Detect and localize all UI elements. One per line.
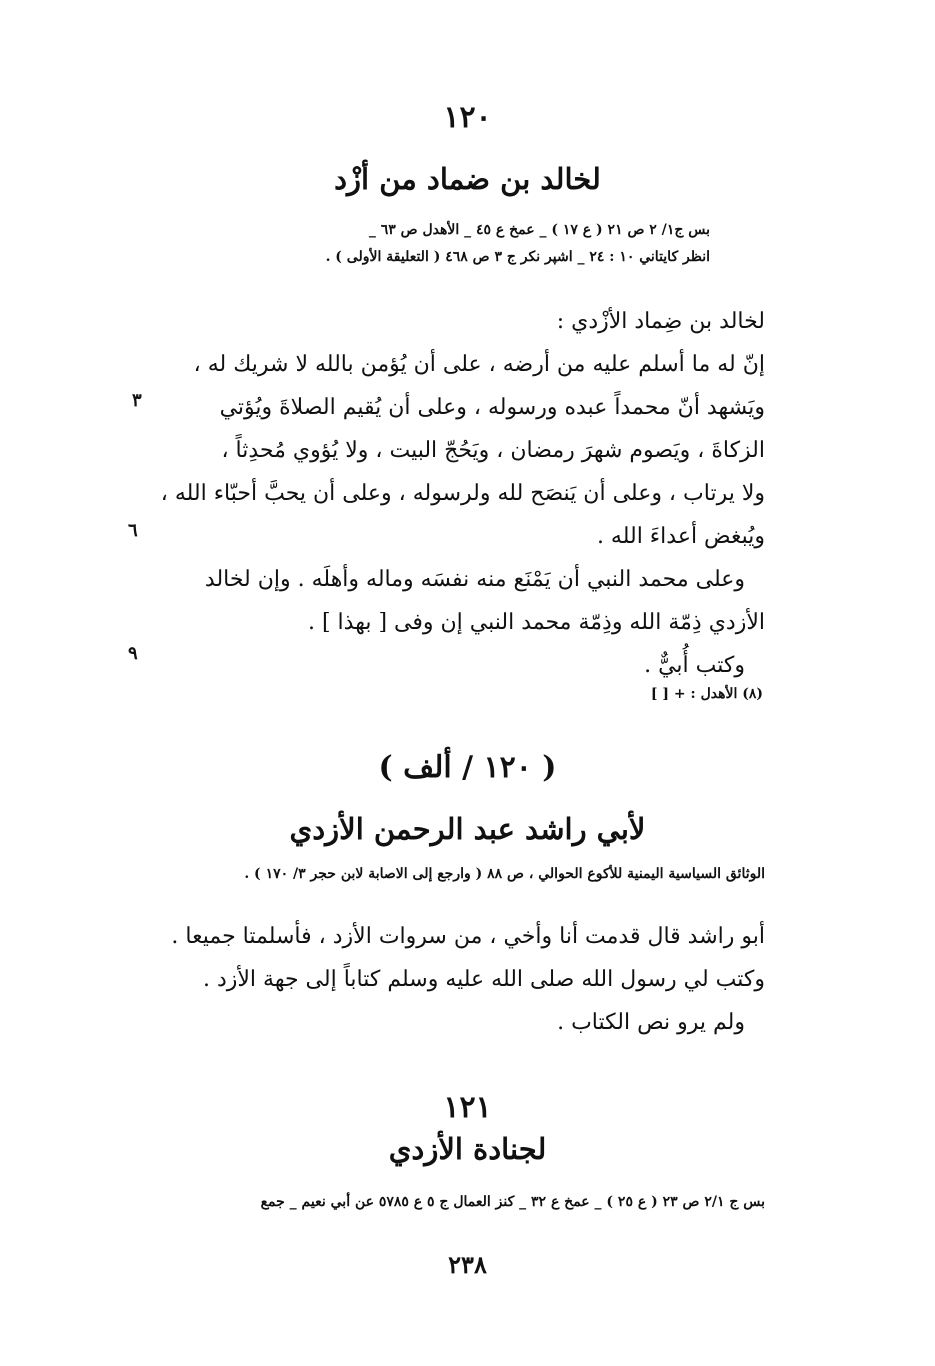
page-number: ٢٣٨ [448,1250,487,1279]
section-number-120: ١٢٠ [443,100,492,135]
section-title-121: لجنادة الأزدي [388,1132,547,1166]
text-line: ولا يرتاب ، وعلى أن يَنصَح لله ولرسوله ، وعلى أن يحبَّ أحبّاء الله ، [160,481,765,506]
document-body-120 [65,300,765,687]
text-line: الزكاةَ ، ويَصوم شهرَ رمضان ، ويَحُجّ البيت ، ولا يُؤوي مُحدِثاً ، [221,438,765,463]
footnote: (٨) الأهدل : + [ ] [650,686,763,702]
section-number-121: ١٢١ [443,1090,492,1125]
document-body-120a [65,915,765,1044]
reference-line-1: بس ج١/ ٢ ص ٢١ ( ع ١٧ ) _ عمخ ع ٤٥ _ الأهدل ص ٦٣ _ [368,222,710,238]
text-line: وكتب أُبيٌّ . [644,653,745,678]
section-title-120a: لأبي راشد عبد الرحمن الأزدي [289,812,646,846]
text-line: الأزدي ذِمّة الله وذِمّة محمد النبي إن وفى [ بهذا ] . [307,610,765,635]
line-number-6: ٦ [128,520,138,541]
section-number-120a: ( ١٢٠ / ألف ) [378,750,557,785]
reference-121: بس ج ٢/١ ص ٢٣ ( ع ٢٥ ) _ عمخ ع ٣٢ _ كنز العمال ج ٥ ع ٥٧٨٥ عن أبي نعيم _ جمع [260,1194,765,1210]
line-number-9: ٩ [128,643,138,664]
text-line: وكتب لي رسول الله صلى الله عليه وسلم كتاباً إلى جهة الأزد . [202,967,765,992]
section-title-120: لخالد بن ضماد من أزْد [334,162,601,196]
text-line: ويَشهد أنّ محمداً عبده ورسوله ، وعلى أن يُقيم الصلاةَ ويُؤتي [219,395,765,420]
reference-120a: الوثائق السياسية اليمنية للأكوع الحوالي ، ص ٨٨ ( وارجع إلى الاصابة لابن حجر ٣/ ١٧٠ ) . [244,866,765,882]
text-line: لخالد بن ضِماد الأزْدي : [556,309,765,334]
text-line: ولم يرو نص الكتاب . [557,1010,745,1035]
text-line: إنّ له ما أسلم عليه من أرضه ، على أن يُؤمن بالله لا شريك له ، [193,352,765,377]
line-number-3: ٣ [132,390,142,411]
text-line: ويُبغض أعداءَ الله . [596,524,765,549]
text-line: أبو راشد قال قدمت أنا وأخي ، من سروات الأزد ، فأسلمتا جميعا . [171,924,765,949]
reference-line-2: انظر كايتاني ١٠ : ٢٤ _ اشپر نكر ج ٣ ص ٤٦٨ ( التعليقة الأولى ) . [325,249,710,265]
text-line: وعلى محمد النبي أن يَمْنَع منه نفسَه وماله وأهلَه . وإن لخالد [204,567,745,592]
